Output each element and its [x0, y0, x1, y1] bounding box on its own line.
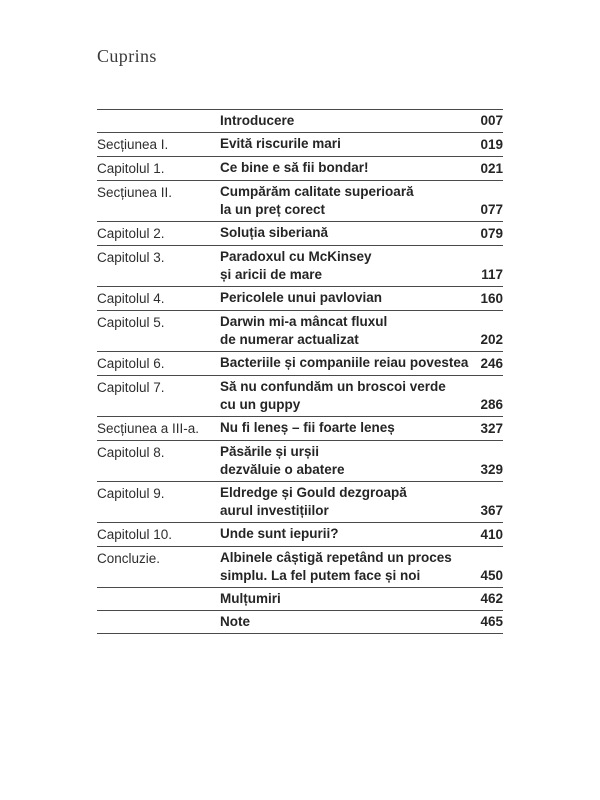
toc-entry-title-line: Paradoxul cu McKinsey	[220, 249, 372, 264]
toc-entry-page-number: 462	[480, 591, 503, 606]
toc-entry-title	[220, 525, 470, 543]
toc-entry-page-number: 117	[481, 267, 503, 282]
toc-entry-title	[220, 112, 470, 130]
toc-entry-title-line: dezvăluie o abatere	[220, 462, 345, 477]
toc-entry-page-number: 329	[480, 462, 503, 477]
toc-entry-page-number: 077	[480, 202, 503, 217]
toc-entry-label: Secțiunea I.	[97, 137, 169, 152]
toc-entry-label: Capitolul 1.	[97, 161, 165, 176]
toc-entry-label: Capitolul 5.	[97, 315, 165, 330]
toc-entry-title	[220, 590, 470, 608]
toc-entry-title-line: Unde sunt iepurii?	[220, 526, 339, 541]
toc-entry-title-line: Mulțumiri	[220, 591, 281, 606]
toc-entry-page-number: 465	[480, 614, 503, 629]
toc-entry-title	[220, 135, 470, 153]
toc-entry	[97, 132, 503, 156]
toc-entry-title-line: Să nu confundăm un broscoi verde	[220, 379, 446, 394]
toc-entry	[97, 180, 503, 221]
toc-entry	[97, 587, 503, 610]
toc-entry-title	[220, 183, 470, 219]
toc-entry-title-line: de numerar actualizat	[220, 332, 359, 347]
toc-entry	[97, 310, 503, 351]
toc-entry-label: Capitolul 8.	[97, 445, 165, 460]
toc-entry	[97, 546, 503, 587]
toc-entry-title	[220, 549, 470, 585]
toc-entry-title	[220, 419, 470, 437]
toc-entry-label: Capitolul 6.	[97, 356, 165, 371]
toc-entry-title-line: Introducere	[220, 113, 295, 128]
toc-entry-title	[220, 378, 470, 414]
toc-entry	[97, 522, 503, 546]
toc-entry	[97, 245, 503, 286]
toc-entry-title-line: aurul investițiilor	[220, 503, 329, 518]
toc-entry-title-line: Ce bine e să fii bondar!	[220, 160, 369, 175]
toc-entry-title-line: Eldredge și Gould dezgroapă	[220, 485, 407, 500]
toc-entry-label: Concluzie.	[97, 551, 161, 566]
toc-entry-label	[97, 590, 220, 591]
toc-entry	[97, 351, 503, 375]
toc-entry-title	[220, 354, 470, 372]
toc-entry-label: Capitolul 10.	[97, 527, 173, 542]
toc-entry	[97, 221, 503, 245]
toc-entry-label: Secțiunea II.	[97, 185, 173, 200]
toc-entry-title-line: Pericolele unui pavlovian	[220, 290, 383, 305]
toc-entry	[97, 481, 503, 522]
toc-entry-page-number: 160	[480, 291, 503, 306]
page-title: Cuprins	[97, 46, 157, 66]
toc-table	[97, 109, 503, 634]
toc-entry-title-line: Păsările și urșii	[220, 444, 320, 459]
toc-entry-title	[220, 443, 470, 479]
toc-entry-title-line: Nu fi leneș – fii foarte leneș	[220, 420, 395, 435]
toc-entry-page-number: 079	[480, 226, 503, 241]
toc-entry-page-number: 021	[480, 161, 503, 176]
toc-entry-title	[220, 313, 470, 349]
toc-entry-label: Capitolul 3.	[97, 250, 165, 265]
toc-entry-title-line: Darwin mi-a mâncat fluxul	[220, 314, 388, 329]
toc-entry-label: Capitolul 9.	[97, 486, 165, 501]
toc-entry-title-line: Cumpărăm calitate superioară	[220, 184, 414, 199]
toc-entry	[97, 375, 503, 416]
toc-entry-title	[220, 289, 470, 307]
toc-entry-label: Capitolul 4.	[97, 291, 165, 306]
toc-entry-page-number: 007	[480, 113, 503, 128]
toc-entry-label	[97, 112, 220, 113]
toc-entry-title	[220, 484, 470, 520]
toc-entry-page-number: 202	[480, 332, 503, 347]
toc-entry-title-line: Albinele câștigă repetând un proces	[220, 550, 452, 565]
toc-entry-title	[220, 613, 470, 631]
toc-entry-page-number: 019	[480, 137, 503, 152]
toc-entry-title-line: la un preț corect	[220, 202, 326, 217]
toc-entry-page-number: 327	[480, 421, 503, 436]
toc-entry-label: Capitolul 2.	[97, 226, 165, 241]
toc-entry	[97, 156, 503, 180]
toc-entry	[97, 109, 503, 132]
toc-entry	[97, 286, 503, 310]
toc-entry-page-number: 450	[480, 568, 503, 583]
toc-entry-label: Capitolul 7.	[97, 380, 165, 395]
toc-entry	[97, 440, 503, 481]
toc-entry-title	[220, 159, 470, 177]
toc-entry-label: Secțiunea a III-a.	[97, 421, 200, 436]
toc-entry-title	[220, 248, 471, 284]
toc-entry-page-number: 367	[480, 503, 503, 518]
toc-entry-title-line: și aricii de mare	[220, 267, 323, 282]
toc-entry-page-number: 246	[480, 356, 503, 371]
toc-entry-title-line: simplu. La fel putem face și noi	[220, 568, 421, 583]
toc-entry-title-line: cu un guppy	[220, 397, 301, 412]
toc-entry-page-number: 286	[480, 397, 503, 412]
toc-entry	[97, 610, 503, 633]
toc-entry	[97, 416, 503, 440]
toc-entry-title-line: Evită riscurile mari	[220, 136, 341, 151]
toc-entry-title-line: Soluția siberiană	[220, 225, 329, 240]
toc-entry-page-number: 410	[480, 527, 503, 542]
toc-entry-title-line: Note	[220, 614, 250, 629]
toc-entry-title	[220, 224, 470, 242]
toc-entry-title-line: Bacteriile și companiile reiau povestea	[220, 355, 469, 370]
toc-entry-label	[97, 613, 220, 614]
